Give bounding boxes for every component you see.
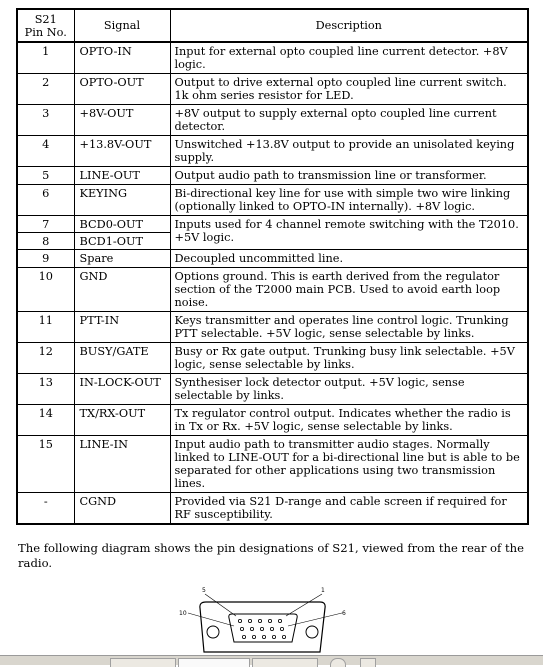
signal-cell: OPTO-OUT: [74, 74, 170, 105]
mounting-hole-right: [306, 626, 318, 638]
signal-cell: BUSY/GATE: [74, 343, 170, 374]
table-row: [17, 216, 528, 233]
table-row: [17, 312, 528, 343]
app-icon[interactable]: [360, 658, 376, 667]
pin-table: [16, 8, 529, 525]
description-cell: Synthesiser lock detector output. +5V logic, sense selectable by links.: [170, 374, 528, 405]
table-row: [17, 493, 528, 525]
signal-cell: LINE-OUT: [74, 167, 170, 185]
description-cell: Tx regulator control output. Indicates whether the radio is in Tx or Rx. +5V logic, sense selectable by links.: [170, 405, 528, 436]
pin-cell: 14: [17, 405, 74, 436]
description-cell: Keys transmitter and operates line control logic. Trunking PTT selectable. +5V logic, sense selectable by links.: [170, 312, 528, 343]
connector-diagram: [170, 580, 370, 660]
pin-cell: 12: [17, 343, 74, 374]
pin-cell: 13: [17, 374, 74, 405]
pin-cell: 5: [17, 167, 74, 185]
connector-shell: [200, 602, 325, 652]
description-cell: Unswitched +13.8V output to provide an unisolated keying supply.: [170, 136, 528, 167]
description-cell: Output audio path to transmission line or transformer.: [170, 167, 528, 185]
diagram-label-6: 6: [342, 610, 346, 617]
signal-cell: +13.8V-OUT: [74, 136, 170, 167]
signal-cell: GND: [74, 268, 170, 312]
taskbar-button-active[interactable]: [178, 658, 250, 667]
table-row: [17, 250, 528, 268]
table-row: [17, 136, 528, 167]
description-cell: Busy or Rx gate output. Trunking busy link selectable. +5V logic, sense selectable by links.: [170, 343, 528, 374]
pin-cell: 7: [17, 216, 74, 233]
description-cell: Decoupled uncommitted line.: [170, 250, 528, 268]
pin-cell: 1: [17, 42, 74, 74]
signal-cell: BCD1-OUT: [74, 233, 170, 250]
header-description: Description: [170, 9, 528, 42]
table-row: [17, 405, 528, 436]
signal-cell: Spare: [74, 250, 170, 268]
table-row: [17, 42, 528, 74]
app-icon[interactable]: [330, 658, 346, 667]
description-cell: +8V output to supply external opto coupled line current detector.: [170, 105, 528, 136]
table-row: [17, 185, 528, 216]
pin-cell: 8: [17, 233, 74, 250]
table-row: [17, 74, 528, 105]
signal-cell: IN-LOCK-OUT: [74, 374, 170, 405]
signal-cell: LINE-IN: [74, 436, 170, 493]
leader-lines: [188, 594, 342, 626]
header-pin-line1: S21: [34, 12, 57, 26]
mounting-hole-left: [207, 626, 219, 638]
signal-cell: PTT-IN: [74, 312, 170, 343]
pin-cell: 6: [17, 185, 74, 216]
table-header-row: [17, 9, 528, 42]
pin-cell: 15: [17, 436, 74, 493]
diagram-label-10: 10: [179, 610, 187, 617]
pin-cell: 11: [17, 312, 74, 343]
header-pin: [17, 9, 74, 42]
header-pin-line2: Pin No.: [24, 25, 67, 39]
signal-cell: CGND: [74, 493, 170, 525]
pin-cell: 3: [17, 105, 74, 136]
description-cell: Output to drive external opto coupled line current switch. 1k ohm series resistor for LED.: [170, 74, 528, 105]
signal-cell: BCD0-OUT: [74, 216, 170, 233]
taskbar-button[interactable]: [110, 658, 176, 667]
body-paragraph: The following diagram shows the pin designations of S21, viewed from the rear of the radio.: [18, 541, 524, 570]
table-row: [17, 268, 528, 312]
pin-cell: 10: [17, 268, 74, 312]
connector-pins: [238, 619, 285, 638]
pin-cell: 9: [17, 250, 74, 268]
table-row: [17, 436, 528, 493]
description-cell: Input for external opto coupled line current detector. +8V logic.: [170, 42, 528, 74]
description-cell: Input audio path to transmitter audio stages. Normally linked to LINE-OUT for a bi-directional line but is able to be separated for other applications using two transmission lines.: [170, 436, 528, 493]
pin-cell: 4: [17, 136, 74, 167]
description-cell: Provided via S21 D-range and cable screen if required for RF susceptibility.: [170, 493, 528, 525]
description-cell: Options ground. This is earth derived from the regulator section of the T2000 main PCB. Used to avoid earth loop noise.: [170, 268, 528, 312]
table-row: [17, 167, 528, 185]
signal-cell: OPTO-IN: [74, 42, 170, 74]
table-row: [17, 343, 528, 374]
description-cell: Bi-directional key line for use with simple two wire linking (optionally linked to OPTO-IN internally). +8V logic.: [170, 185, 528, 216]
table-row: [17, 105, 528, 136]
signal-cell: TX/RX-OUT: [74, 405, 170, 436]
signal-cell: +8V-OUT: [74, 105, 170, 136]
diagram-label-5: 5: [202, 587, 206, 594]
signal-cell: KEYING: [74, 185, 170, 216]
description-cell: Inputs used for 4 channel remote switching with the T2010. +5V logic.: [170, 216, 528, 250]
pin-cell: 2: [17, 74, 74, 105]
table-row: [17, 374, 528, 405]
diagram-label-1: 1: [321, 587, 325, 594]
header-signal: Signal: [74, 9, 170, 42]
taskbar-button[interactable]: [252, 658, 318, 667]
pin-cell: -: [17, 493, 74, 525]
